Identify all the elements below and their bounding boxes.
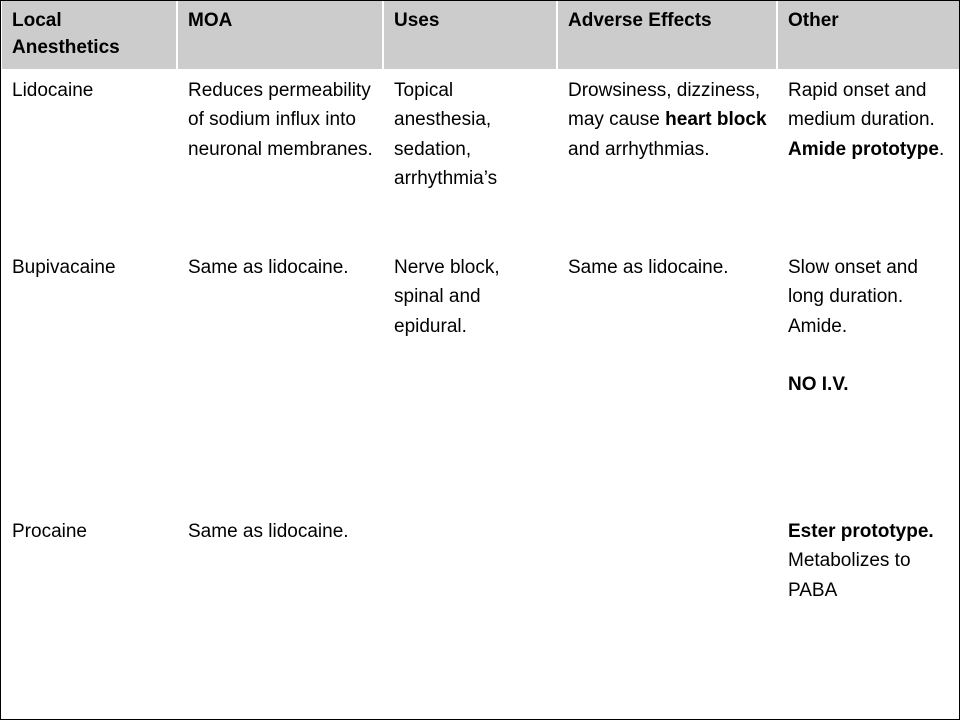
local-anesthetics-table — [2, 1, 960, 720]
other-cell — [778, 246, 960, 510]
uses-cell: Topical anesthesia, sedation, arrhythmia’s — [394, 80, 498, 189]
uses-cell: Nerve block, spinal and epidural. — [394, 257, 500, 337]
header-adverse-effects: Adverse Effects — [558, 1, 778, 69]
other-text: Rapid onset and medium duration. — [788, 80, 935, 131]
adverse-text: Drowsiness, dizziness, may cause — [568, 80, 761, 131]
moa-cell: Same as lidocaine. — [188, 521, 349, 542]
table-row — [2, 246, 960, 510]
other-text: Metabolizes to PABA — [788, 550, 911, 601]
drug-name-cell: Procaine — [12, 521, 87, 542]
table-row — [2, 510, 960, 720]
other-cell — [778, 510, 960, 720]
other-emphasis: Amide prototype — [788, 138, 939, 160]
other-text: Slow onset and long duration. Amide. — [788, 257, 918, 337]
drug-name-cell: Bupivacaine — [12, 257, 116, 278]
adverse-text-end: and arrhythmias. — [568, 138, 710, 160]
other-emphasis: NO I.V. — [788, 373, 849, 395]
header-moa: MOA — [178, 1, 384, 69]
adverse-effects-cell: Same as lidocaine. — [568, 257, 729, 278]
header-uses: Uses — [384, 1, 558, 69]
other-cell — [778, 69, 960, 246]
adverse-effects-cell — [558, 69, 778, 246]
moa-cell: Same as lidocaine. — [188, 257, 349, 278]
moa-cell: Reduces permeability of sodium influx into neuronal membranes. — [188, 80, 373, 160]
drug-name-cell: Lidocaine — [12, 80, 94, 101]
header-row — [2, 1, 960, 69]
header-other: Other — [778, 1, 960, 69]
other-text-end: . — [938, 138, 945, 160]
header-local-anesthetics: Local Anesthetics — [2, 1, 178, 69]
uses-cell — [384, 510, 558, 720]
other-emphasis: Ester prototype. — [788, 521, 934, 542]
table-row — [2, 69, 960, 246]
adverse-effects-cell — [558, 510, 778, 720]
adverse-emphasis: heart block — [665, 109, 767, 131]
